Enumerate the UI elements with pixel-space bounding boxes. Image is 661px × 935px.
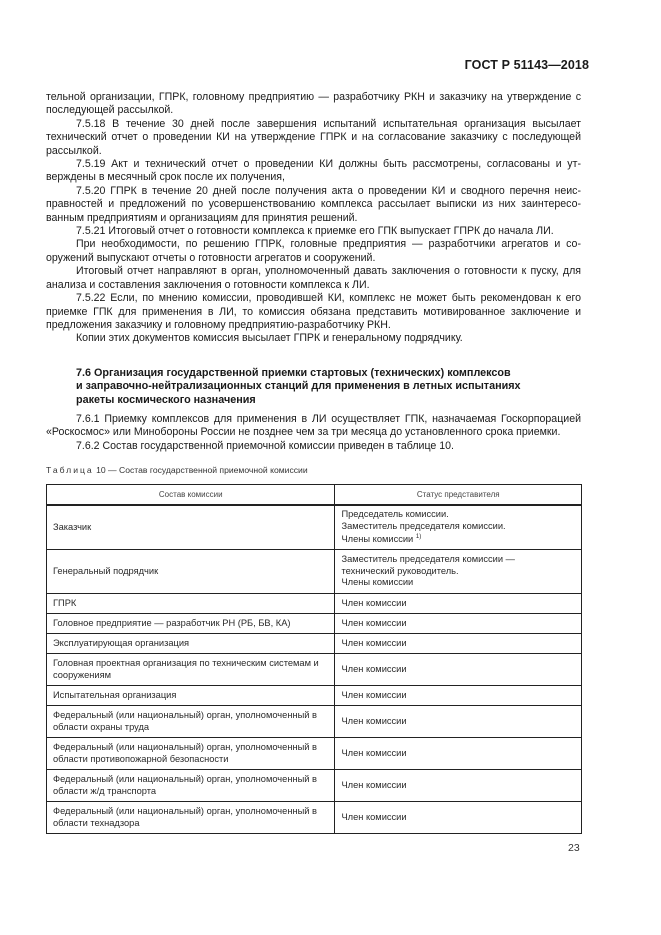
member-cell: Эксплуатирующая организация (47, 634, 335, 654)
status-line: Члены комиссии (341, 577, 414, 588)
paragraph-7-5-22-b: Копии этих документов комиссия высылает ГПРК и генеральному подрядчику. (76, 332, 463, 345)
member-cell: Испытательная организация (47, 686, 335, 706)
table-row (47, 686, 582, 706)
table-row (47, 550, 582, 594)
paragraph-7-5-21-c: Итоговый отчет направляют в орган, уполномоченный давать заключения о готовности к пуску, для анализа и составления заключения о готовности комплекса к ЛИ. (46, 265, 581, 291)
status-cell: Член комиссии (335, 770, 582, 802)
paragraph-7-5-21-b: При необходимости, по решению ГПРК, головные предприятия — разработчики агрегатов и сооружений выпускают отчеты о готовности агрегатов и сооружений. (46, 238, 581, 264)
status-line: Председатель комиссии. (341, 509, 449, 520)
member-cell: Заказчик (47, 505, 335, 550)
table-row (47, 706, 582, 738)
status-cell: Член комиссии (335, 654, 582, 686)
paragraph-7-5-21: 7.5.21 Итоговый отчет о готовности комплекса к приемке его ГПК выпускает ГПРК до начала ЛИ. (76, 225, 554, 238)
table-label: Таблица (46, 465, 94, 475)
status-cell: Член комиссии (335, 614, 582, 634)
status-cell (335, 505, 582, 550)
member-cell: Федеральный (или национальный) орган, уполномоченный в области технадзора (47, 802, 335, 834)
column-header-member: Состав комиссии (47, 485, 335, 506)
member-cell: Головное предприятие — разработчик РН (РБ, БВ, КА) (47, 614, 335, 634)
paragraph-7-5-19: 7.5.19 Акт и технический отчет о проведении КИ должны быть рассмотрены, согласованы и утверждены в месячный срок после их получения, (46, 158, 581, 184)
table-row (47, 738, 582, 770)
table-row (47, 770, 582, 802)
member-cell: Головная проектная организация по техническим системам и сооружениям (47, 654, 335, 686)
table-row (47, 802, 582, 834)
page-number: 23 (568, 842, 580, 854)
status-line: Заместитель председателя комиссии — (341, 554, 515, 565)
member-cell: Генеральный подрядчик (47, 550, 335, 594)
status-cell: Член комиссии (335, 738, 582, 770)
status-cell: Член комиссии (335, 706, 582, 738)
table-row (47, 614, 582, 634)
table-row (47, 505, 582, 550)
heading-line: ракеты космического назначения (76, 393, 256, 406)
member-cell: Федеральный (или национальный) орган, уполномоченный в области охраны труда (47, 706, 335, 738)
commission-table (46, 484, 582, 834)
section-7-5-text (46, 91, 581, 346)
paragraph-7-6-1: 7.6.1 Приемку комплексов для применения в ЛИ осуществляет ГПК, назначаемая Госкорпорацией «Роскосмос» или Минобороны России не позднее чем за три месяца до установленного срока приемки. (46, 413, 581, 439)
heading-line: 7.6 Организация государственной приемки стартовых (технических) комплексов (76, 367, 511, 379)
member-cell: Федеральный (или национальный) орган, уполномоченный в области противопожарной безопасности (47, 738, 335, 770)
status-cell: Член комиссии (335, 686, 582, 706)
table-caption (46, 465, 308, 475)
paragraph-continuation: тельной организации, ГПРК, головному предприятию — разработчику РКН и заказчику на утверждение с последующей рассылкой. (46, 91, 581, 117)
paragraph-7-5-18: 7.5.18 В течение 30 дней после завершения испытаний испытательная организация высылает технический отчет о проведении КИ на утверждение ГПРК и на согласование заказчику с последующей рассылкой. (46, 117, 581, 157)
paragraph-7-5-20: 7.5.20 ГПРК в течение 20 дней после получения акта о проведении КИ и сводного перечня неисправностей и предложений по усовершенствованию комплекса рассылает выписки из них заинтересованным предприятиям и организациям для принятия решений. (46, 184, 581, 224)
standard-id-header: ГОСТ Р 51143—2018 (464, 58, 589, 72)
status-cell: Член комиссии (335, 594, 582, 614)
section-7-6-heading (76, 367, 576, 407)
table-header-row (47, 485, 582, 506)
member-cell: ГПРК (47, 594, 335, 614)
column-header-status: Статус представителя (335, 485, 582, 506)
status-line: Заместитель председателя комиссии. (341, 520, 506, 531)
heading-line: и заправочно-нейтрализационных станций для применения в летных испытаниях (76, 380, 521, 393)
status-text: Члены комиссии (341, 534, 414, 545)
table-row (47, 634, 582, 654)
status-cell: Член комиссии (335, 802, 582, 834)
status-cell (335, 550, 582, 594)
paragraph-7-5-22: 7.5.22 Если, по мнению комиссии, проводившей КИ, комплекс не может быть рекомендован к его приемке ГПК для применения в ЛИ, то комиссия обязана представить мотивированное заключение и предложения заказчику и головному предприятию-разработчику РКН. (46, 292, 581, 331)
member-cell: Федеральный (или национальный) орган, уполномоченный в области ж/д транспорта (47, 770, 335, 802)
footnote-marker: 1) (415, 534, 422, 541)
paragraph-7-6-2: 7.6.2 Состав государственной приемочной комиссии приведен в таблице 10. (76, 439, 454, 452)
section-7-6-text (46, 413, 581, 453)
table-row (47, 654, 582, 686)
status-cell: Член комиссии (335, 634, 582, 654)
table-title: 10 — Состав государственной приемочной комиссии (93, 465, 308, 475)
status-line (341, 532, 575, 546)
status-line: технический руководитель. (341, 565, 459, 576)
table-row (47, 594, 582, 614)
